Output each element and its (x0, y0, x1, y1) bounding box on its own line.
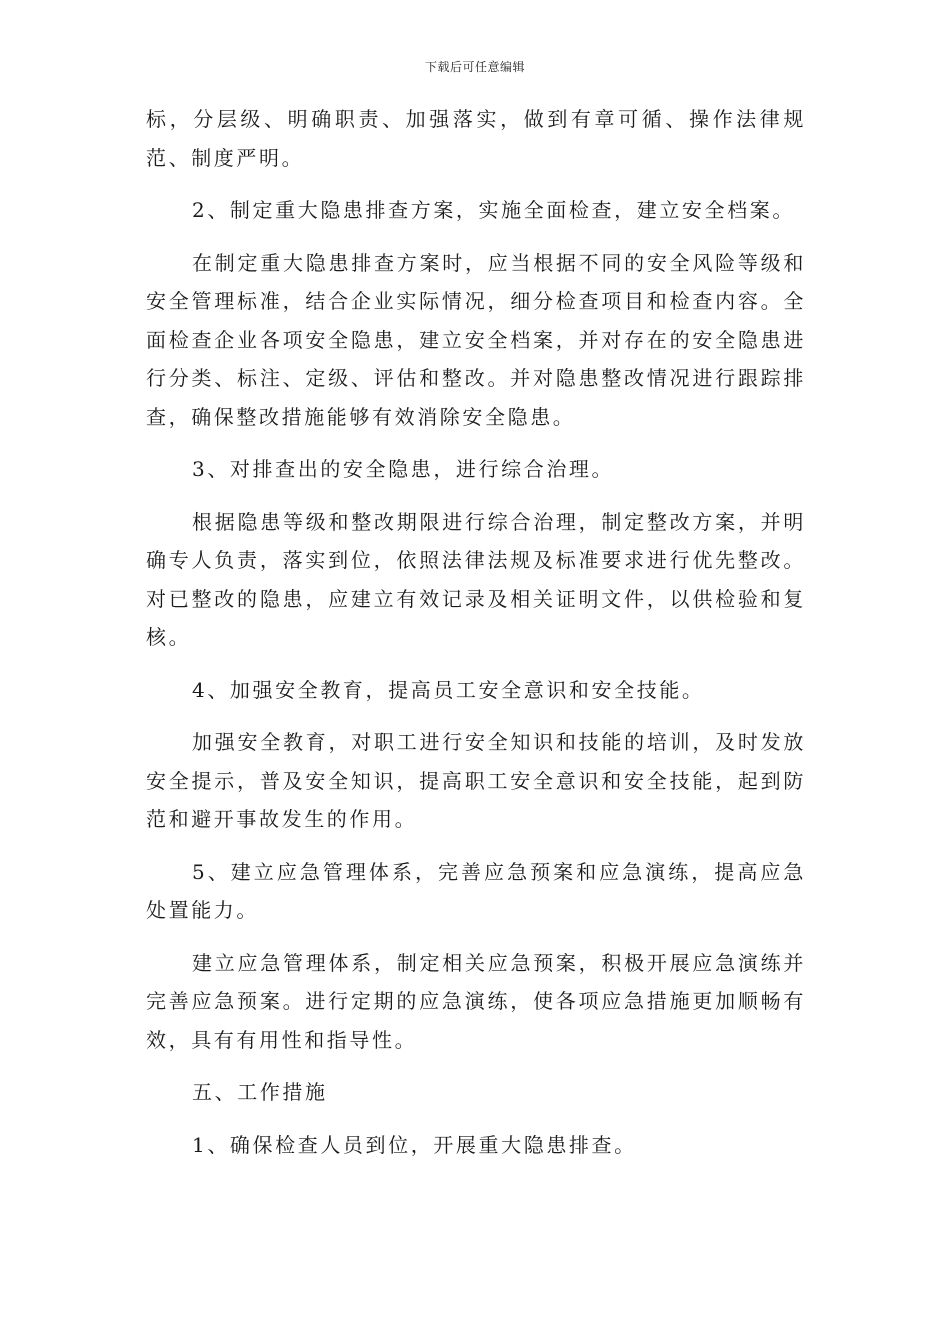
section-heading: 5、建立应急管理体系，完善应急预案和应急演练，提高应急处置能力。 (146, 859, 806, 922)
paragraph: 加强安全教育，对职工进行安全知识和技能的培训，及时发放安全提示，普及安全知识，提高职工安全意识和安全技能，起到防范和避开事故发生的作用。 (146, 730, 806, 831)
paragraph: 在制定重大隐患排查方案时，应当根据不同的安全风险等级和安全管理标准，结合企业实际情况，细分检查项目和检查内容。全面检查企业各项安全隐患，建立安全档案，并对存在的安全隐患进行分类、标注、定级、评估和整改。并对隐患整改情况进行跟踪排查，确保整改措施能够有效消除安全隐患。 (146, 250, 806, 429)
paragraph: 标，分层级、明确职责、加强落实，做到有章可循、操作法律规范、制度严明。 (146, 107, 806, 170)
section-heading: 1、确保检查人员到位，开展重大隐患排查。 (192, 1132, 637, 1157)
document-body (146, 100, 806, 1164)
paragraph: 根据隐患等级和整改期限进行综合治理，制定整改方案，并明确专人负责，落实到位，依照法律法规及标准要求进行优先整改。对已整改的隐患，应建立有效记录及相关证明文件，以供检验和复核。 (146, 509, 806, 649)
section-heading: 3、对排查出的安全隐患，进行综合治理。 (192, 457, 615, 481)
section-heading: 2、制定重大隐患排查方案，实施全面检查，建立安全档案。 (192, 198, 795, 222)
section-heading: 4、加强安全教育，提高员工安全意识和安全技能。 (192, 677, 705, 702)
chapter-heading: 五、工作措施 (192, 1080, 328, 1104)
page-header: 下载后可任意编辑 (424, 60, 525, 74)
paragraph: 建立应急管理体系，制定相关应急预案，积极开展应急演练并完善应急预案。进行定期的应急演练，使各项应急措施更加顺畅有效，具有有用性和指导性。 (146, 950, 806, 1052)
